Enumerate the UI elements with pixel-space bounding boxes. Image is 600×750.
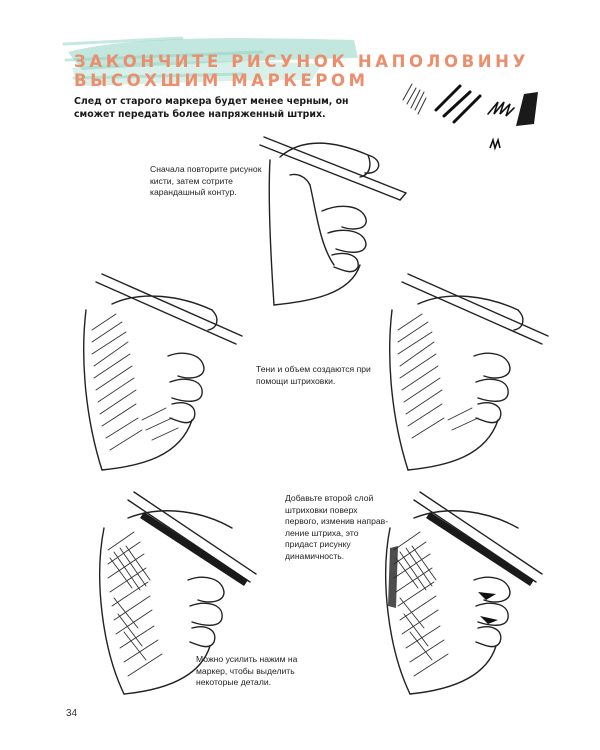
page-number: 34 [66,708,78,719]
hand-first-hatching-drawing-repeat [378,270,553,475]
caption-step-4: Можно усилить нажим на маркер, чтобы выделить некоторые детали. [196,654,298,687]
caption-step-1: Сначала повторите рисунок кисти, затем сотрите карандашный контур. [150,164,262,197]
caption-step-3: Добавьте второй слой штриховки поверх первого, изменив направ-ление штриха, это придаст рисунку динамичность. [285,493,389,561]
title-line-1: ЗАКОНЧИТЕ РИСУНОК НАПОЛОВИНУ [74,52,529,71]
marker-stroke-swatch [398,80,548,160]
hand-detailed-drawing [370,488,545,698]
page-subtitle: След от старого маркера будет менее черным, он сможет передать более напряженный штрих. [74,96,349,120]
title-line-2: ВЫСОХШИМ МАРКЕРОМ [74,71,369,90]
caption-step-2: Тени и объем создаются при помощи штриховки. [256,364,371,386]
hand-first-hatching-drawing [72,270,247,475]
